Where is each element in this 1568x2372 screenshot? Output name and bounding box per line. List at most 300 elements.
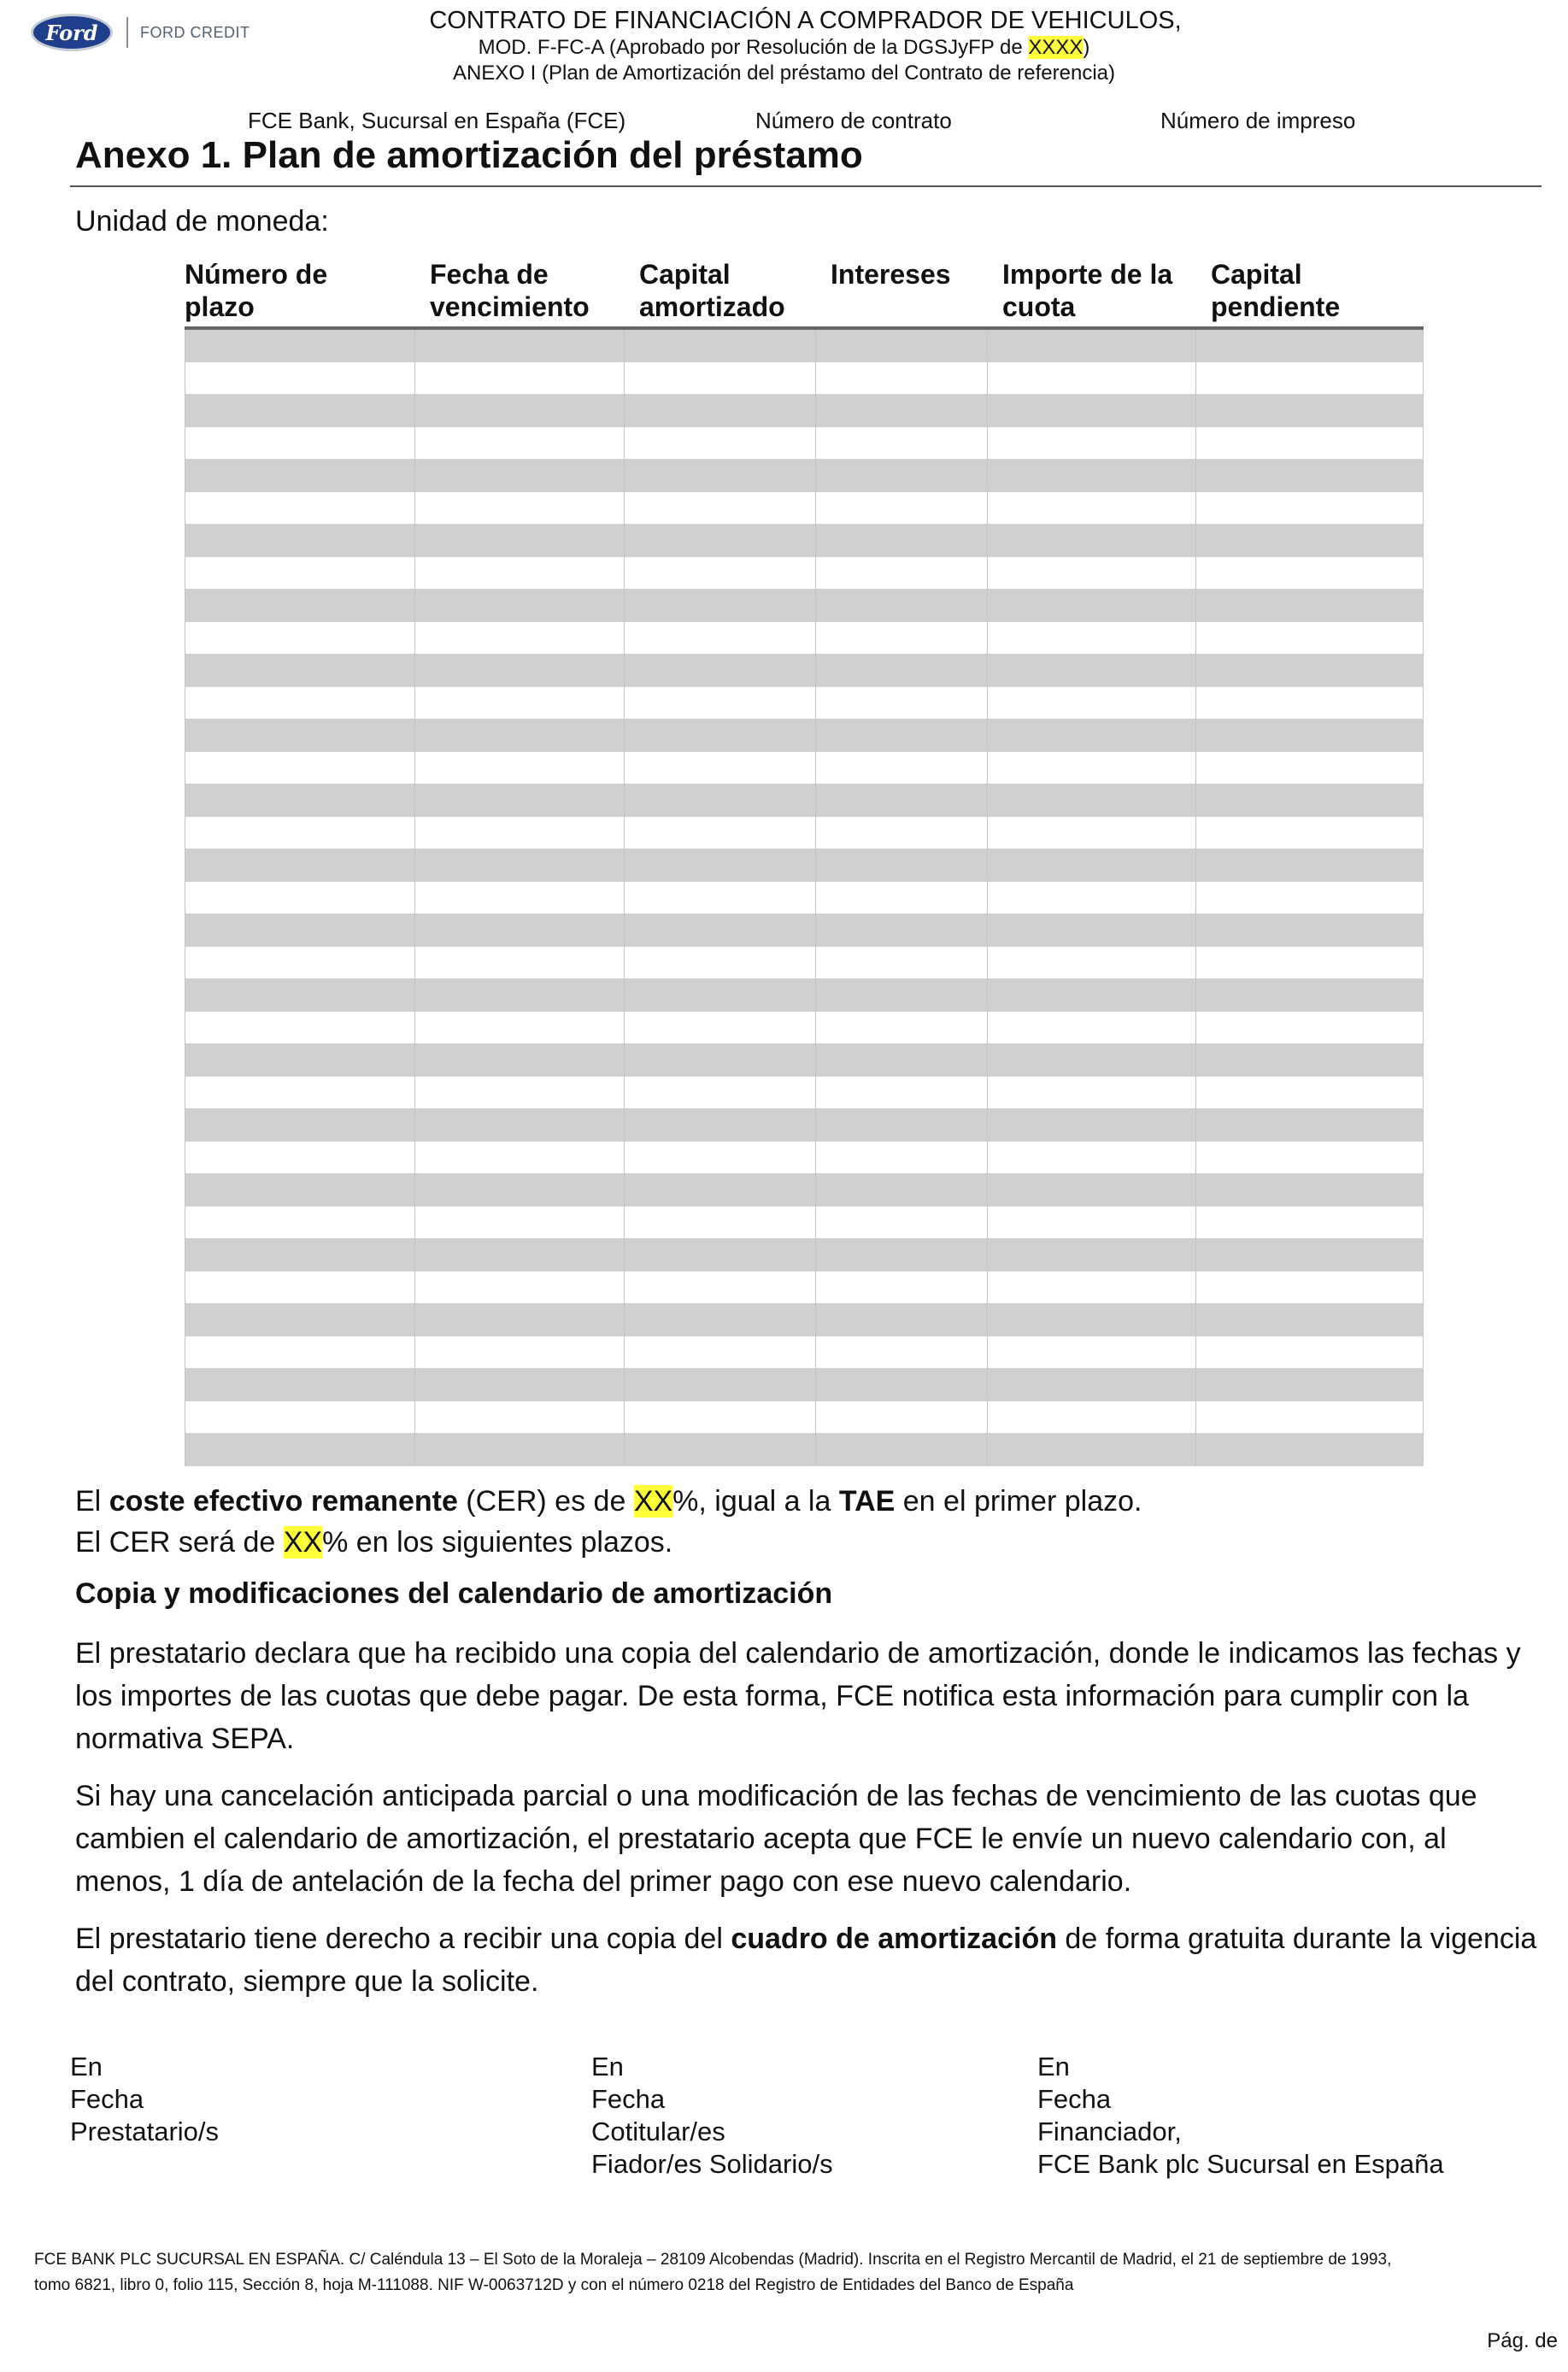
table-cell (988, 655, 1196, 686)
table-cell (988, 492, 1196, 524)
role-label: Prestatario/s (70, 2117, 220, 2146)
table-row (185, 492, 1424, 525)
table-cell (185, 1401, 415, 1433)
table-cell (1196, 1336, 1424, 1368)
table-cell (1196, 460, 1424, 491)
amortization-table (185, 258, 1424, 326)
table-cell (816, 1434, 988, 1465)
table-cell (415, 460, 625, 491)
date-label: Fecha (70, 2084, 144, 2114)
table-row (185, 947, 1424, 979)
table-cell (185, 427, 415, 459)
table-cell (988, 882, 1196, 913)
table-cell (816, 1207, 988, 1238)
table-cell (415, 1142, 625, 1173)
table-cell (816, 590, 988, 621)
role-label: Cotitular/es (591, 2117, 725, 2146)
table-cell (185, 622, 415, 654)
table-cell (625, 1401, 816, 1433)
table-row (185, 1207, 1424, 1239)
table-cell (185, 1109, 415, 1141)
table-cell (988, 1434, 1196, 1465)
table-cell (625, 395, 816, 426)
currency-unit-label: Unidad de moneda: (75, 205, 329, 238)
print-number-label: Número de impreso (1160, 108, 1356, 133)
table-cell (988, 784, 1196, 816)
table-cell (415, 1369, 625, 1400)
table-cell (625, 525, 816, 556)
table-cell (816, 1239, 988, 1271)
table-cell (415, 427, 625, 459)
table-cell (625, 1207, 816, 1238)
cer-term-bold: coste efectivo remanente (109, 1485, 458, 1518)
table-cell (1196, 1207, 1424, 1238)
section-heading: Copia y modificaciones del calendario de amortización (75, 1577, 833, 1610)
table-cell (816, 655, 988, 686)
table-cell (415, 1434, 625, 1465)
table-row (185, 557, 1424, 590)
table-row (185, 1239, 1424, 1271)
table-cell (988, 1012, 1196, 1043)
column-header-installment-number: Número de plazo (185, 259, 328, 322)
role-label-secondary: Fiador/es Solidario/s (591, 2149, 833, 2179)
table-cell (415, 817, 625, 848)
table-row (185, 525, 1424, 557)
table-cell (185, 655, 415, 686)
table-cell (415, 719, 625, 751)
table-cell (1196, 1142, 1424, 1173)
table-cell (415, 1174, 625, 1206)
table-cell (988, 362, 1196, 394)
table-cell (988, 460, 1196, 491)
cer-first-placeholder: XX (633, 1485, 673, 1518)
table-row (185, 1109, 1424, 1142)
table-row (185, 330, 1424, 362)
table-cell (625, 1012, 816, 1043)
table-cell (988, 1401, 1196, 1433)
table-cell (816, 752, 988, 784)
table-cell (185, 1174, 415, 1206)
table-cell (988, 1336, 1196, 1368)
table-row (185, 427, 1424, 460)
table-cell (988, 1207, 1196, 1238)
table-cell (185, 525, 415, 556)
table-row (185, 1012, 1424, 1044)
table-cell (415, 882, 625, 913)
table-cell (625, 882, 816, 913)
table-cell (415, 362, 625, 394)
column-header-principal-repaid: Capital amortizado (639, 259, 785, 322)
table-cell (625, 362, 816, 394)
table-cell (988, 590, 1196, 621)
table-cell (816, 1109, 988, 1141)
table-cell (625, 622, 816, 654)
table-cell (625, 1044, 816, 1076)
table-cell (185, 1336, 415, 1368)
legal-footer-line2: tomo 6821, libro 0, folio 115, Sección 8, hoja M-111088. NIF W-0063712D y con el número 0218 del Registro de Entidades del Banco de España (34, 2276, 1074, 2294)
table-cell (185, 1207, 415, 1238)
table-cell (185, 395, 415, 426)
table-cell (415, 1401, 625, 1433)
table-cell (625, 947, 816, 978)
table-row (185, 1304, 1424, 1336)
table-cell (415, 914, 625, 946)
table-row (185, 460, 1424, 492)
role-label-secondary: FCE Bank plc Sucursal en España (1037, 2149, 1444, 2179)
tae-term-bold: TAE (838, 1485, 896, 1518)
table-row (185, 979, 1424, 1012)
table-cell (625, 1271, 816, 1303)
date-label: Fecha (591, 2084, 666, 2114)
table-cell (988, 1239, 1196, 1271)
table-cell (625, 1369, 816, 1400)
table-cell (1196, 817, 1424, 848)
table-cell (816, 460, 988, 491)
table-cell (625, 719, 816, 751)
table-body (185, 330, 1424, 1466)
table-cell (1196, 590, 1424, 621)
table-cell (185, 1271, 415, 1303)
table-cell (415, 947, 625, 978)
table-row (185, 655, 1424, 687)
table-cell (1196, 622, 1424, 654)
table-cell (816, 1271, 988, 1303)
table-cell (185, 1434, 415, 1465)
table-cell (816, 1304, 988, 1336)
table-cell (988, 719, 1196, 751)
table-cell (988, 622, 1196, 654)
table-cell (185, 330, 415, 361)
table-cell (625, 557, 816, 589)
table-row (185, 752, 1424, 784)
table-cell (185, 1044, 415, 1076)
table-cell (625, 1109, 816, 1141)
table-cell (1196, 1012, 1424, 1043)
table-cell (415, 1012, 625, 1043)
table-cell (816, 622, 988, 654)
table-cell (816, 1336, 988, 1368)
table-cell (1196, 1434, 1424, 1465)
table-cell (625, 1142, 816, 1173)
table-row (185, 914, 1424, 947)
table-cell (1196, 492, 1424, 524)
table-cell (816, 492, 988, 524)
table-cell (816, 330, 988, 361)
table-cell (625, 1174, 816, 1206)
table-cell (415, 395, 625, 426)
column-header-installment-amount: Importe de la cuota (1002, 259, 1173, 322)
annex-subtitle: ANEXO I (Plan de Amortización del préstamo del Contrato de referencia) (452, 62, 1116, 85)
table-cell (415, 979, 625, 1011)
table-cell (1196, 655, 1424, 686)
table-cell (625, 1336, 816, 1368)
table-cell (816, 849, 988, 881)
table-cell (988, 947, 1196, 978)
table-cell (185, 362, 415, 394)
table-cell (1196, 1109, 1424, 1141)
table-row (185, 719, 1424, 752)
legal-footer (34, 2247, 1555, 2299)
table-cell (185, 687, 415, 719)
table-cell (185, 1369, 415, 1400)
cer-text: El CER será de (75, 1526, 284, 1559)
page-number: Pág. de (1487, 2329, 1558, 2352)
table-row (185, 362, 1424, 395)
table-cell (988, 914, 1196, 946)
cer-text: en el primer plazo. (895, 1485, 1142, 1518)
table-cell (816, 1369, 988, 1400)
table-row (185, 1401, 1424, 1434)
table-cell (816, 557, 988, 589)
cer-text: %, igual a la (672, 1485, 839, 1518)
table-cell (1196, 1369, 1424, 1400)
table-cell (185, 817, 415, 848)
table-cell (415, 784, 625, 816)
table-row (185, 1336, 1424, 1369)
table-cell (1196, 784, 1424, 816)
table-cell (988, 687, 1196, 719)
table-cell (1196, 1271, 1424, 1303)
cer-text: El (75, 1485, 109, 1518)
table-cell (185, 460, 415, 491)
table-cell (1196, 914, 1424, 946)
table-cell (185, 947, 415, 978)
table-cell (1196, 362, 1424, 394)
table-row (185, 1271, 1424, 1304)
table-cell (185, 492, 415, 524)
table-cell (415, 1336, 625, 1368)
cer-following-placeholder: XX (283, 1526, 323, 1559)
table-cell (415, 655, 625, 686)
table-cell (1196, 979, 1424, 1011)
date-label: Fecha (1037, 2084, 1112, 2114)
table-row (185, 687, 1424, 719)
table-cell (816, 525, 988, 556)
paragraph-right-to-copy (75, 1917, 1545, 2003)
model-suffix: ) (1083, 36, 1090, 59)
table-cell (1196, 395, 1424, 426)
table-row (185, 1434, 1424, 1466)
model-prefix: MOD. F-FC-A (Aprobado por Resolución de la DGSJyFP de (478, 36, 1029, 59)
table-cell (415, 1239, 625, 1271)
table-cell (988, 525, 1196, 556)
table-cell (625, 979, 816, 1011)
table-cell (415, 492, 625, 524)
table-row (185, 1044, 1424, 1077)
table-row (185, 817, 1424, 849)
table-cell (625, 460, 816, 491)
document-model-line (0, 36, 1568, 60)
table-cell (415, 687, 625, 719)
cer-text: % en los siguientes plazos. (322, 1526, 673, 1559)
table-cell (625, 330, 816, 361)
cer-statement-line1 (75, 1480, 1545, 1523)
table-cell (185, 882, 415, 913)
table-cell (988, 1077, 1196, 1108)
table-cell (185, 590, 415, 621)
table-cell (415, 1044, 625, 1076)
table-row (185, 1142, 1424, 1174)
table-cell (185, 1012, 415, 1043)
table-cell (816, 1174, 988, 1206)
table-cell (1196, 1239, 1424, 1271)
table-cell (625, 1434, 816, 1465)
table-cell (988, 979, 1196, 1011)
table-cell (988, 1304, 1196, 1336)
table-cell (816, 784, 988, 816)
table-cell (185, 557, 415, 589)
table-cell (988, 849, 1196, 881)
table-cell (185, 1239, 415, 1271)
table-cell (1196, 752, 1424, 784)
table-cell (625, 914, 816, 946)
paragraph-text: de forma gratuita durante la vigencia del contrato, siempre que la solicite. (75, 1923, 1537, 1998)
table-cell (816, 687, 988, 719)
table-cell (988, 395, 1196, 426)
table-cell (988, 330, 1196, 361)
table-cell (415, 330, 625, 361)
table-cell (625, 687, 816, 719)
paragraph-copy-received: El prestatario declara que ha recibido una copia del calendario de amortización, donde le indicamos las fechas y los importes de las cuotas que debe pagar. De esta forma, FCE notifica esta información para cumplir con la normativa SEPA. (75, 1637, 1521, 1755)
table-cell (1196, 687, 1424, 719)
table-row (185, 590, 1424, 622)
table-row (185, 882, 1424, 914)
table-header (185, 258, 1424, 326)
table-cell (625, 492, 816, 524)
table-cell (988, 1142, 1196, 1173)
table-row (185, 784, 1424, 817)
table-cell (1196, 557, 1424, 589)
table-cell (415, 1207, 625, 1238)
table-cell (415, 525, 625, 556)
table-cell (185, 914, 415, 946)
page-title: Anexo 1. Plan de amortización del préstamo (75, 134, 863, 176)
table-cell (415, 752, 625, 784)
column-header-interest: Intereses (831, 259, 951, 290)
table-cell (816, 362, 988, 394)
role-label: Financiador, (1037, 2117, 1182, 2146)
table-cell (1196, 525, 1424, 556)
table-cell (625, 849, 816, 881)
place-label: En (70, 2052, 103, 2081)
table-cell (1196, 1401, 1424, 1433)
table-cell (185, 1077, 415, 1108)
table-cell (185, 979, 415, 1011)
table-cell (988, 817, 1196, 848)
legal-footer-line1: FCE BANK PLC SUCURSAL EN ESPAÑA. C/ Caléndula 13 – El Soto de la Moraleja – 28109 Alcobendas (Madrid). Inscrita en el Registro Mercantil de Madrid, el 21 de septiembre de 1993, (34, 2251, 1392, 2269)
table-cell (625, 655, 816, 686)
table-cell (988, 1369, 1196, 1400)
table-cell (1196, 1304, 1424, 1336)
approval-date-placeholder: XXXX (1028, 36, 1084, 59)
table-cell (625, 590, 816, 621)
table-row (185, 1369, 1424, 1401)
table-cell (816, 1012, 988, 1043)
table-cell (988, 1174, 1196, 1206)
table-cell (988, 1109, 1196, 1141)
signature-block-lender (1037, 2051, 1444, 2181)
table-row (185, 1077, 1424, 1109)
table-cell (1196, 1077, 1424, 1108)
ford-oval-logo: Ford (31, 14, 113, 51)
table-cell (816, 1401, 988, 1433)
table-cell (1196, 427, 1424, 459)
table-cell (816, 395, 988, 426)
table-cell (415, 1304, 625, 1336)
table-cell (185, 1304, 415, 1336)
paragraph-text: El prestatario tiene derecho a recibir una copia del (75, 1923, 731, 1955)
table-cell (625, 817, 816, 848)
table-cell (816, 914, 988, 946)
table-cell (1196, 719, 1424, 751)
table-cell (625, 784, 816, 816)
table-cell (1196, 330, 1424, 361)
table-cell (816, 979, 988, 1011)
table-cell (415, 1271, 625, 1303)
table-cell (816, 1077, 988, 1108)
title-divider (70, 185, 1542, 187)
amortization-table-term-bold: cuadro de amortización (731, 1923, 1057, 1955)
table-cell (988, 752, 1196, 784)
document-title-line1: CONTRATO DE FINANCIACIÓN A COMPRADOR DE VEHICULOS, (429, 7, 1182, 34)
entity-label: FCE Bank, Sucursal en España (FCE) (248, 108, 626, 133)
table-cell (988, 557, 1196, 589)
contract-number-label: Número de contrato (755, 108, 952, 133)
table-cell (816, 427, 988, 459)
table-cell (415, 1077, 625, 1108)
table-cell (1196, 1044, 1424, 1076)
table-cell (625, 1239, 816, 1271)
table-cell (1196, 882, 1424, 913)
ford-credit-wordmark: FORD CREDIT (140, 23, 250, 41)
place-label: En (1037, 2052, 1070, 2081)
signature-block-borrower (70, 2051, 219, 2148)
table-cell (988, 427, 1196, 459)
table-cell (625, 427, 816, 459)
table-cell (415, 622, 625, 654)
table-cell (816, 719, 988, 751)
table-cell (816, 817, 988, 848)
table-cell (988, 1271, 1196, 1303)
table-cell (625, 1077, 816, 1108)
signature-block-cotitular (591, 2051, 833, 2181)
table-row (185, 622, 1424, 655)
table-cell (988, 1044, 1196, 1076)
column-header-due-date: Fecha de vencimiento (430, 259, 590, 322)
table-cell (1196, 849, 1424, 881)
table-cell (185, 849, 415, 881)
table-cell (415, 590, 625, 621)
table-cell (816, 947, 988, 978)
table-cell (185, 1142, 415, 1173)
table-row (185, 849, 1424, 882)
cer-text: (CER) es de (457, 1485, 634, 1518)
table-row (185, 395, 1424, 427)
table-cell (1196, 947, 1424, 978)
table-cell (185, 784, 415, 816)
cer-statement-line2 (75, 1521, 1545, 1564)
place-label: En (591, 2052, 624, 2081)
table-cell (415, 849, 625, 881)
table-row (185, 1174, 1424, 1207)
table-cell (816, 882, 988, 913)
table-cell (816, 1044, 988, 1076)
table-cell (816, 1142, 988, 1173)
table-cell (185, 719, 415, 751)
paragraph-modifications: Si hay una cancelación anticipada parcial o una modificación de las fechas de vencimiento de las cuotas que cambien el calendario de amortización, el prestatario acepta que FCE le envíe un nuevo calendario con, al menos, 1 día de antelación de la fecha del primer pago con ese nuevo calendario. (75, 1780, 1477, 1898)
table-cell (185, 752, 415, 784)
table-cell (625, 1304, 816, 1336)
